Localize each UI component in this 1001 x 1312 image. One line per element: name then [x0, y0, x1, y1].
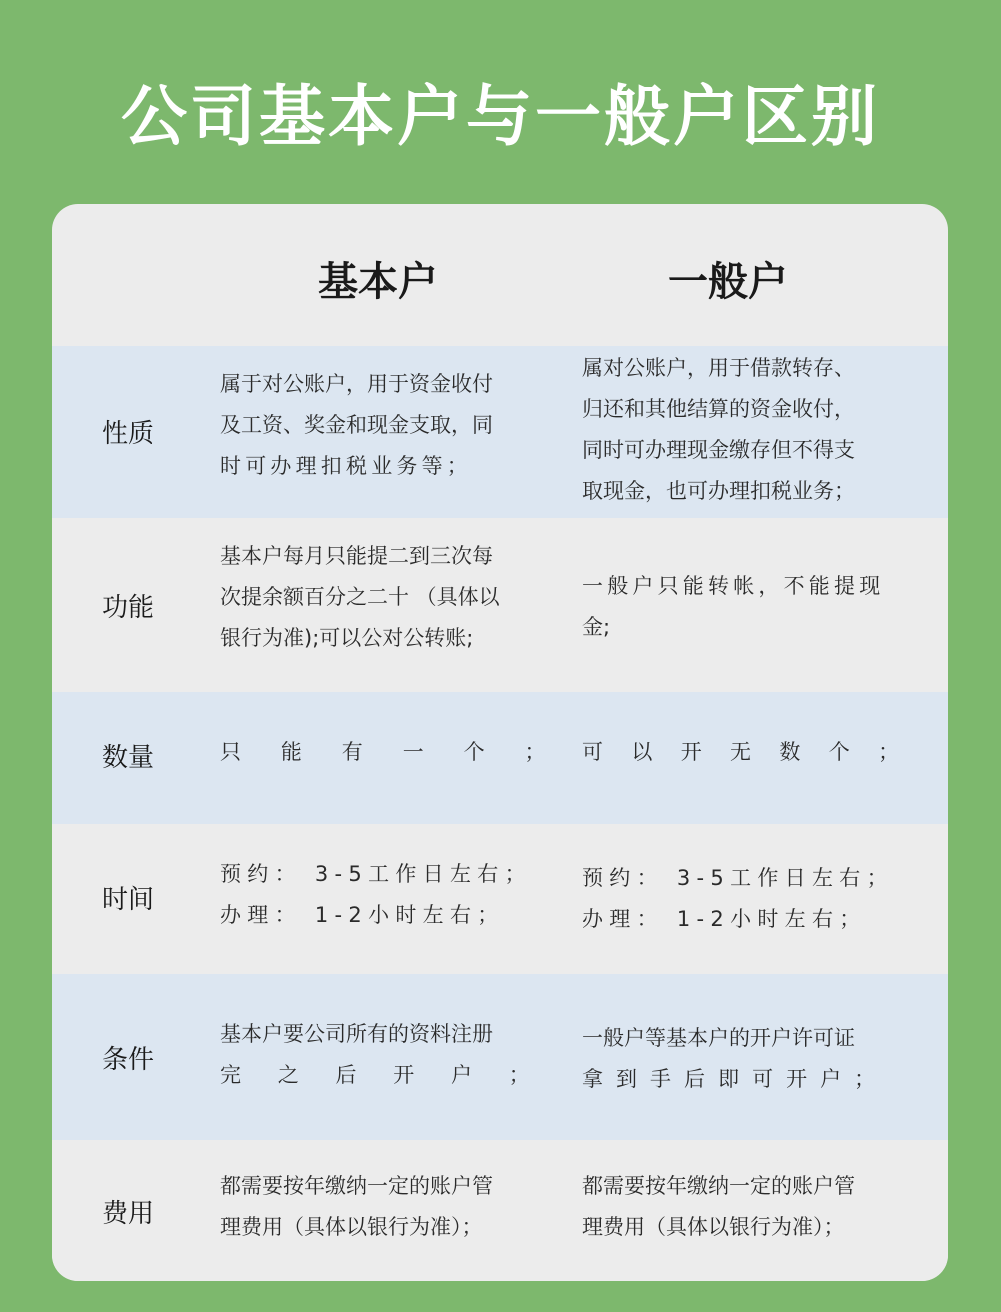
cell-line: 时可办理扣税业务等； — [220, 454, 472, 478]
row-label: 性质 — [102, 419, 155, 449]
cell-line: 预约： 3-5工作日左右； — [220, 862, 532, 886]
cell-line: 都需要按年缴纳一定的账户管 — [582, 1174, 855, 1198]
cell-line: 理费用（具体以银行为准）； — [220, 1215, 483, 1239]
general-cell — [582, 566, 916, 648]
cell-line: 只能有一个； — [220, 740, 586, 764]
cell-line: 银行为准);可以公对公转账; — [220, 626, 474, 650]
table-row-fee — [52, 1140, 948, 1281]
cell-line: 属对公账户，用于借款转存、 — [582, 356, 855, 380]
column-header-basic: 基本户 — [318, 259, 438, 305]
basic-cell — [220, 536, 538, 659]
basic-cell — [220, 854, 538, 936]
cell-line: 一般户等基本户的开户许可证 — [582, 1026, 855, 1050]
table-row-time — [52, 824, 948, 974]
row-label: 数量 — [102, 743, 155, 773]
table-row-condition — [52, 974, 948, 1140]
basic-cell — [220, 1014, 567, 1096]
general-cell — [582, 732, 928, 773]
cell-line: 完之后开户； — [220, 1063, 567, 1087]
table-header — [52, 204, 948, 346]
cell-line: 次提余额百分之二十 （具体以 — [220, 585, 500, 609]
general-cell — [582, 1018, 916, 1100]
cell-line: 金; — [582, 615, 611, 639]
general-cell — [582, 1166, 916, 1248]
basic-cell — [220, 732, 586, 773]
cell-line: 属于对公账户，用于资金收付 — [220, 372, 493, 396]
row-label: 时间 — [102, 885, 155, 915]
general-cell — [582, 858, 916, 940]
row-label: 条件 — [102, 1045, 155, 1075]
cell-line: 同时可办理现金缴存但不得支 — [582, 438, 855, 462]
cell-line: 归还和其他结算的资金收付， — [582, 397, 855, 421]
cell-line: 预约： 3-5工作日左右； — [582, 866, 894, 890]
comparison-table — [52, 204, 948, 1281]
cell-line: 都需要按年缴纳一定的账户管 — [220, 1174, 493, 1198]
cell-line: 理费用（具体以银行为准）； — [582, 1215, 845, 1239]
table-row-quantity — [52, 692, 948, 824]
table-row-nature — [52, 346, 948, 518]
row-label: 费用 — [102, 1199, 155, 1229]
column-header-general: 一般户 — [668, 259, 788, 305]
row-label: 功能 — [102, 593, 155, 623]
cell-line: 取现金，也可办理扣税业务； — [582, 479, 855, 503]
cell-line: 一般户只能转帐，不能提现 — [582, 574, 885, 598]
basic-cell — [220, 364, 538, 487]
table-row-function — [52, 518, 948, 692]
cell-line: 办理： 1-2小时左右； — [582, 907, 867, 931]
cell-line: 办理： 1-2小时左右； — [220, 903, 505, 927]
cell-line: 基本户每月只能提二到三次每 — [220, 544, 493, 568]
cell-line: 基本户要公司所有的资料注册 — [220, 1022, 493, 1046]
page-title: 公司基本户与一般户区别 — [121, 78, 880, 155]
cell-line: 拿到手后即可开户； — [582, 1067, 889, 1091]
general-cell — [582, 348, 916, 512]
basic-cell — [220, 1166, 538, 1248]
cell-line: 及工资、奖金和现金支取，同 — [220, 413, 493, 437]
cell-line: 可以开无数个； — [582, 740, 928, 764]
